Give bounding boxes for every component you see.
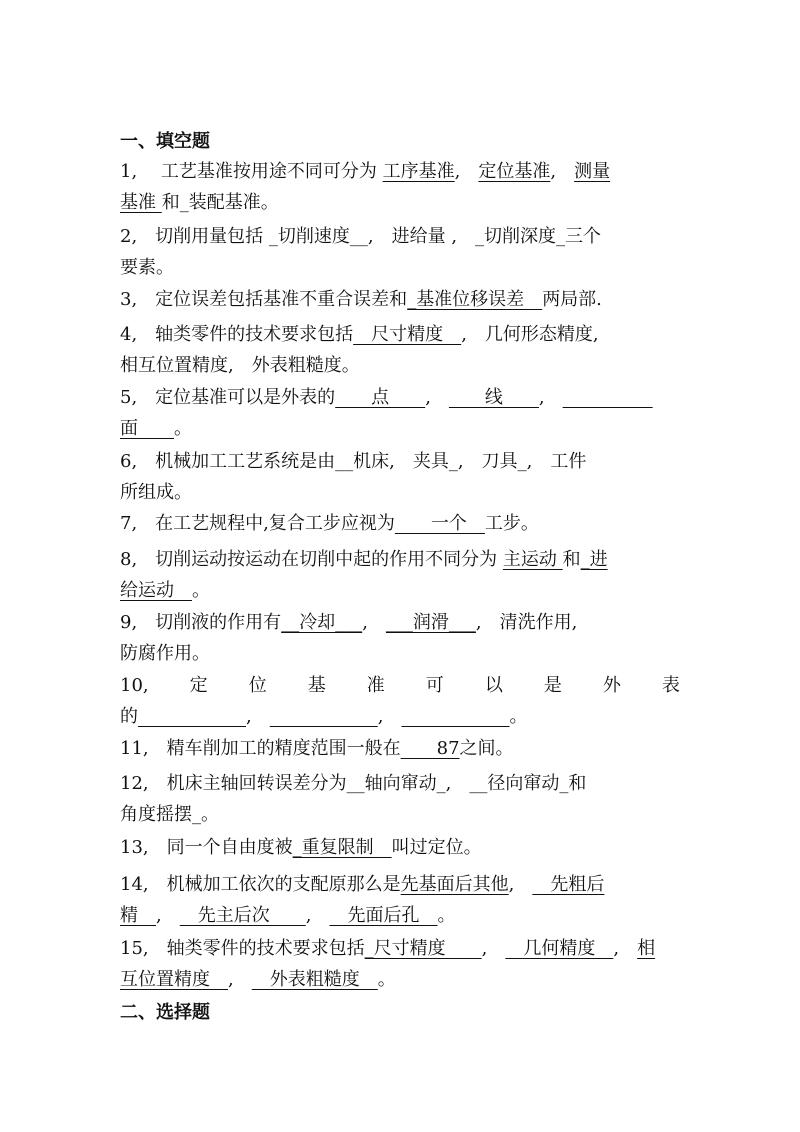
- q5-blank-1: 点: [335, 387, 426, 408]
- q7-blank: 一个: [394, 513, 485, 534]
- q10-blank-3: [401, 706, 509, 727]
- q15-blank-4: 外表粗糙度: [251, 969, 378, 990]
- q1-blank-1: 工序基准: [382, 161, 455, 182]
- q14-text-c: ,: [156, 905, 180, 926]
- q4-blank: 尺寸精度: [353, 324, 462, 345]
- q4-text-b: , 几何形态精度,: [461, 324, 599, 345]
- q3-text-b: 两局部.: [542, 289, 602, 310]
- q14-text-d: ,: [305, 905, 330, 926]
- q1-text-b: ,: [454, 161, 479, 182]
- question-12: [120, 768, 680, 830]
- q10-word: 准: [366, 675, 385, 696]
- question-6: [120, 446, 680, 508]
- q13-text-a: 13, 同一个自由度被: [120, 837, 293, 858]
- q15-blank-3: 相: [637, 938, 656, 959]
- q14-text-a: 14, 机械加工依次的支配原那么是: [120, 874, 401, 895]
- q1-blank-2: 定位基准: [478, 161, 551, 182]
- q1-text-c: ,: [550, 161, 575, 182]
- q10-text-d: 。: [509, 706, 528, 727]
- q10-word: 位: [248, 675, 267, 696]
- q6-line-1: 6, 机械加工工艺系统是由__机床, 夹具_, 刀具_, 工件: [120, 451, 587, 472]
- q7-text-b: 工步。: [484, 513, 539, 534]
- question-9: [120, 607, 680, 669]
- q1-blank-3-cont: 基准: [120, 192, 162, 213]
- question-10: [120, 670, 680, 732]
- q15-text-d: ,: [228, 969, 252, 990]
- q9-blank-1: __冷却___: [281, 612, 363, 633]
- q10-word: 以: [484, 675, 503, 696]
- q10-word: 是: [543, 675, 562, 696]
- q2-line-2: 要素。: [120, 257, 174, 278]
- q15-blank-2: 几何精度: [505, 938, 614, 959]
- question-2: [120, 221, 680, 283]
- q3-text-a: 3, 定位误差包括基准不重合误差和: [120, 289, 408, 310]
- q10-word: 表: [661, 675, 680, 696]
- q10-word: 定: [189, 675, 208, 696]
- q10-line-1: [120, 670, 680, 701]
- q11-text-a: 11, 精车削加工的精度范围一般在: [120, 738, 401, 759]
- q6-line-2: 所组成。: [120, 482, 192, 503]
- q1-text-d: 和_装配基准。: [161, 192, 279, 213]
- q8-blank-2-cont: 给运动: [120, 580, 192, 601]
- q3-blank: _基准位移误差: [407, 289, 543, 310]
- q10-word: 基: [307, 675, 326, 696]
- q8-text-a: 8, 切削运动按运动在切削中起的作用不同分为: [120, 549, 503, 570]
- question-5: [120, 382, 680, 444]
- q14-blank-4: 先面后孔: [329, 905, 438, 926]
- q10-text-a: 的: [120, 706, 138, 727]
- question-1: [120, 156, 680, 218]
- q10-word: 10,: [120, 675, 149, 696]
- q9-text-b: ,: [362, 612, 386, 633]
- q1-text-a: 1, 工艺基准按用途不同可分为: [120, 161, 383, 182]
- q5-text-d: 。: [174, 418, 192, 439]
- q9-text-c: , 清洗作用,: [475, 612, 578, 633]
- q9-line-2: 防腐作用。: [120, 643, 210, 664]
- question-3: [120, 284, 680, 315]
- q12-line-2: 角度摇摆_。: [120, 804, 219, 825]
- q14-blank-1: 先基面后其他: [400, 874, 509, 895]
- q8-blank-2: _进: [580, 549, 608, 570]
- q14-text-b: ,: [508, 874, 533, 895]
- q15-text-e: 。: [377, 969, 396, 990]
- q11-blank: 87: [400, 738, 460, 759]
- q9-text-a: 9, 切削液的作用有: [120, 612, 282, 633]
- section-title-multiple-choice: 二、选择题: [120, 1002, 210, 1023]
- q12-line-1: 12, 机床主轴回转误差分为__轴向窜动_, __径向窜动_和: [120, 773, 587, 794]
- q4-line-2: 相互位置精度, 外表粗糙度。: [120, 355, 360, 376]
- q9-blank-2: ___润滑___: [385, 612, 476, 633]
- q10-text-c: ,: [377, 706, 402, 727]
- q8-text-c: 。: [192, 580, 210, 601]
- q5-text-b: ,: [425, 387, 449, 408]
- q2-line-1: 2, 切削用量包括 _切削速度__, 进给量 , _切削深度_三个: [120, 226, 602, 247]
- q5-blank-3: [563, 387, 653, 408]
- question-4: [120, 319, 680, 381]
- q4-text-a: 4, 轴类零件的技术要求包括: [120, 324, 354, 345]
- q5-blank-3-cont: 面: [120, 418, 174, 439]
- q14-text-e: 。: [437, 905, 456, 926]
- q15-text-c: ,: [613, 938, 638, 959]
- q15-text-a: 15, 轴类零件的技术要求包括: [120, 938, 365, 959]
- q5-text-a: 5, 定位基准可以是外表的: [120, 387, 336, 408]
- q10-text-b: ,: [246, 706, 270, 727]
- q10-blank-1: [138, 706, 246, 727]
- question-8: [120, 544, 680, 606]
- q13-text-b: 叫过定位。: [391, 837, 482, 858]
- q7-text-a: 7, 在工艺规程中,复合工步应视为: [120, 513, 395, 534]
- q5-text-c: ,: [538, 387, 563, 408]
- question-13: [120, 832, 680, 863]
- q10-word: 可: [425, 675, 444, 696]
- q15-text-b: ,: [481, 938, 506, 959]
- q13-blank: _重复限制: [292, 837, 392, 858]
- q10-blank-2: [270, 706, 378, 727]
- question-15: [120, 933, 680, 995]
- q11-text-b: 之间。: [459, 738, 514, 759]
- q8-blank-1: 主运动: [502, 549, 563, 570]
- question-11: [120, 733, 680, 764]
- q15-blank-3-cont: 互位置精度: [120, 969, 228, 990]
- q15-blank-1: _尺寸精度: [364, 938, 482, 959]
- question-7: [120, 508, 680, 539]
- q1-blank-3: 测量: [574, 161, 611, 182]
- q14-blank-3: 先主后次: [179, 905, 306, 926]
- q14-blank-2: 先粗后: [532, 874, 605, 895]
- q10-word: 外: [602, 675, 621, 696]
- q14-blank-2-cont: 精: [120, 905, 156, 926]
- question-14: [120, 869, 680, 931]
- q5-blank-2: 线: [448, 387, 539, 408]
- section-title-fill-in: 一、填空题: [120, 131, 210, 152]
- q8-text-b: 和: [562, 549, 581, 570]
